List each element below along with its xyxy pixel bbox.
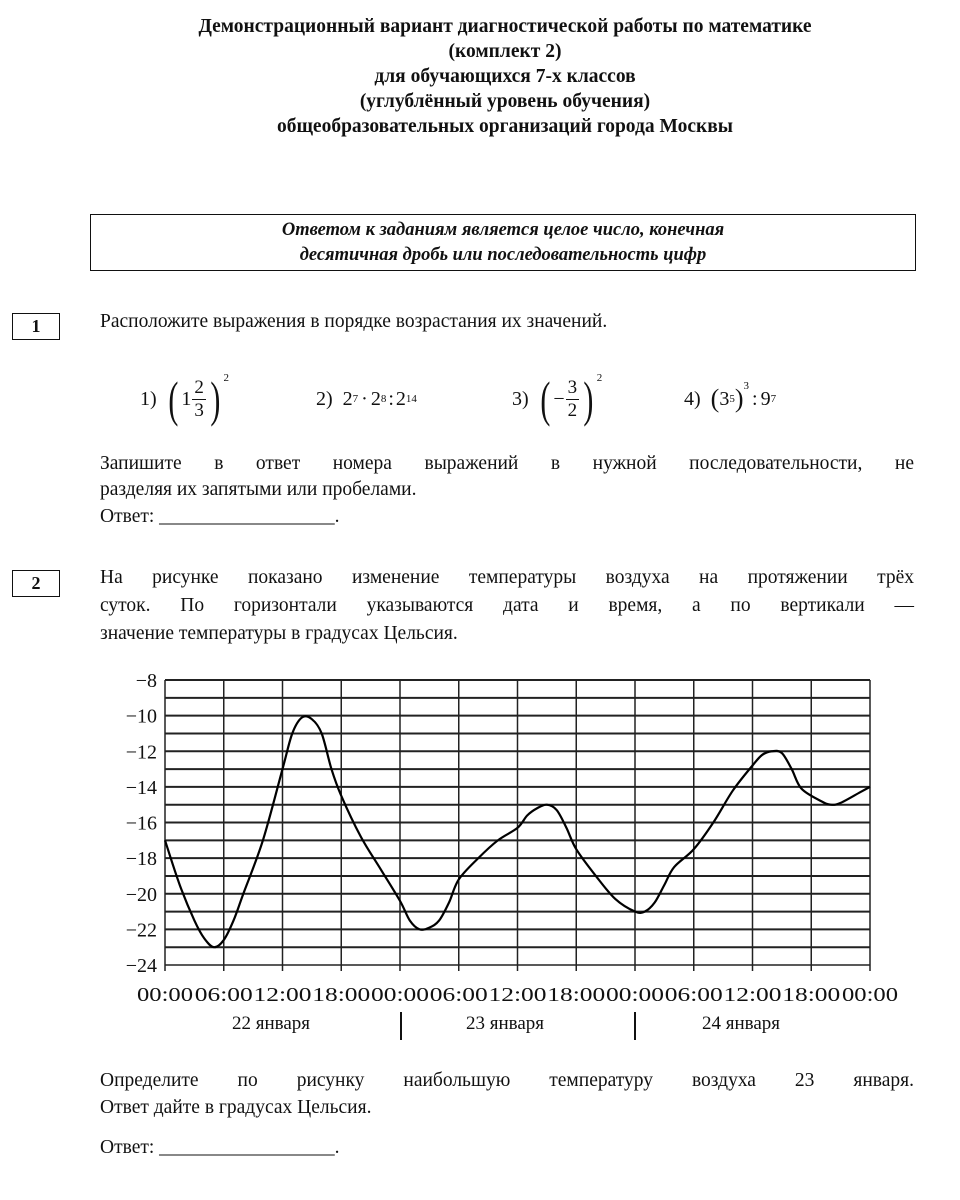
task2-text-line: суток. По горизонтали указываются дата и время, а по вертикали — <box>100 595 914 616</box>
task2-text-line: значение температуры в градусах Цельсия. <box>100 623 458 644</box>
expr-label: 1) <box>140 387 157 410</box>
task1-instruction-line: Запишите в ответ номера выражений в нужной последовательности, не <box>100 453 914 474</box>
notice-line: десятичная дробь или последовательность цифр <box>299 245 707 265</box>
y-tick-label: −12 <box>125 741 157 764</box>
x-tick-label: 06:00 <box>194 985 253 1006</box>
y-tick-label: −18 <box>125 848 157 871</box>
title-line: (комплект 2) <box>448 41 562 62</box>
title-line: (углублённый уровень обучения) <box>359 91 651 112</box>
y-tick-label: −20 <box>125 883 157 906</box>
x-tick-label: 00:00 <box>842 985 898 1006</box>
x-tick-label: 00:00 <box>371 985 429 1006</box>
x-tick-label: 12:00 <box>488 985 547 1006</box>
x-tick-label: 18:00 <box>312 985 371 1006</box>
x-tick-label: 00:00 <box>137 985 193 1006</box>
task-number-2: 2 <box>12 570 60 597</box>
expression-1: 1) ( 1 $\frac{2}{3}$ ) $^2$ <box>140 371 229 427</box>
y-tick-label: −8 <box>135 670 157 692</box>
task2-question-line: Ответ дайте в градусах Цельсия. <box>100 1097 372 1118</box>
task1-instruction-line: разделяя их запятыми или пробелами. <box>100 479 417 500</box>
title-line: общеобразовательных организаций города Москвы <box>276 116 734 137</box>
y-tick-label: −22 <box>125 919 157 942</box>
task2-answer-field[interactable]: Ответ: __________________. <box>100 1137 340 1158</box>
y-tick-label: −10 <box>125 705 157 728</box>
day-separator <box>400 1012 402 1040</box>
y-tick-label: −14 <box>125 776 157 799</box>
expression-3: 3) ( − $\frac{3}{2}$ ) $^2$ <box>512 371 603 427</box>
x-tick-label: 06:00 <box>429 985 488 1006</box>
x-tick-label: 12:00 <box>723 985 782 1006</box>
y-tick-label: −16 <box>125 812 157 835</box>
x-tick-label: 18:00 <box>782 985 841 1006</box>
notice-line: Ответом к заданиям является целое число, конечная <box>281 220 725 240</box>
x-tick-label: 00:00 <box>606 985 664 1006</box>
task-number-1: 1 <box>12 313 60 340</box>
title-line: для обучающихся 7-х классов <box>374 66 636 87</box>
day-separator <box>634 1012 636 1040</box>
day-label: 22 января <box>232 1013 311 1034</box>
task1-answer-field[interactable]: Ответ: __________________. <box>100 506 340 527</box>
x-tick-label: 12:00 <box>253 985 312 1006</box>
task1-prompt: Расположите выражения в порядке возрастания их значений. <box>100 311 608 332</box>
x-tick-label: 18:00 <box>547 985 606 1006</box>
task2-text-line: На рисунке показано изменение температуры воздуха на протяжении трёх <box>100 567 914 588</box>
y-tick-label: −24 <box>125 955 157 977</box>
x-tick-label: 06:00 <box>664 985 723 1006</box>
day-label: 24 января <box>702 1013 781 1034</box>
expression-2: 2) 2 7 · 2 8 : 2 14 <box>316 387 417 410</box>
expression-4: 4) ( 3 5 ) $^3$ : 9 7 <box>684 380 777 413</box>
day-label: 23 января <box>466 1013 545 1034</box>
task2-question-line: Определите по рисунку наибольшую температуру воздуха 23 января. <box>100 1070 914 1091</box>
title-line: Демонстрационный вариант диагностической работы по математике <box>198 16 812 37</box>
